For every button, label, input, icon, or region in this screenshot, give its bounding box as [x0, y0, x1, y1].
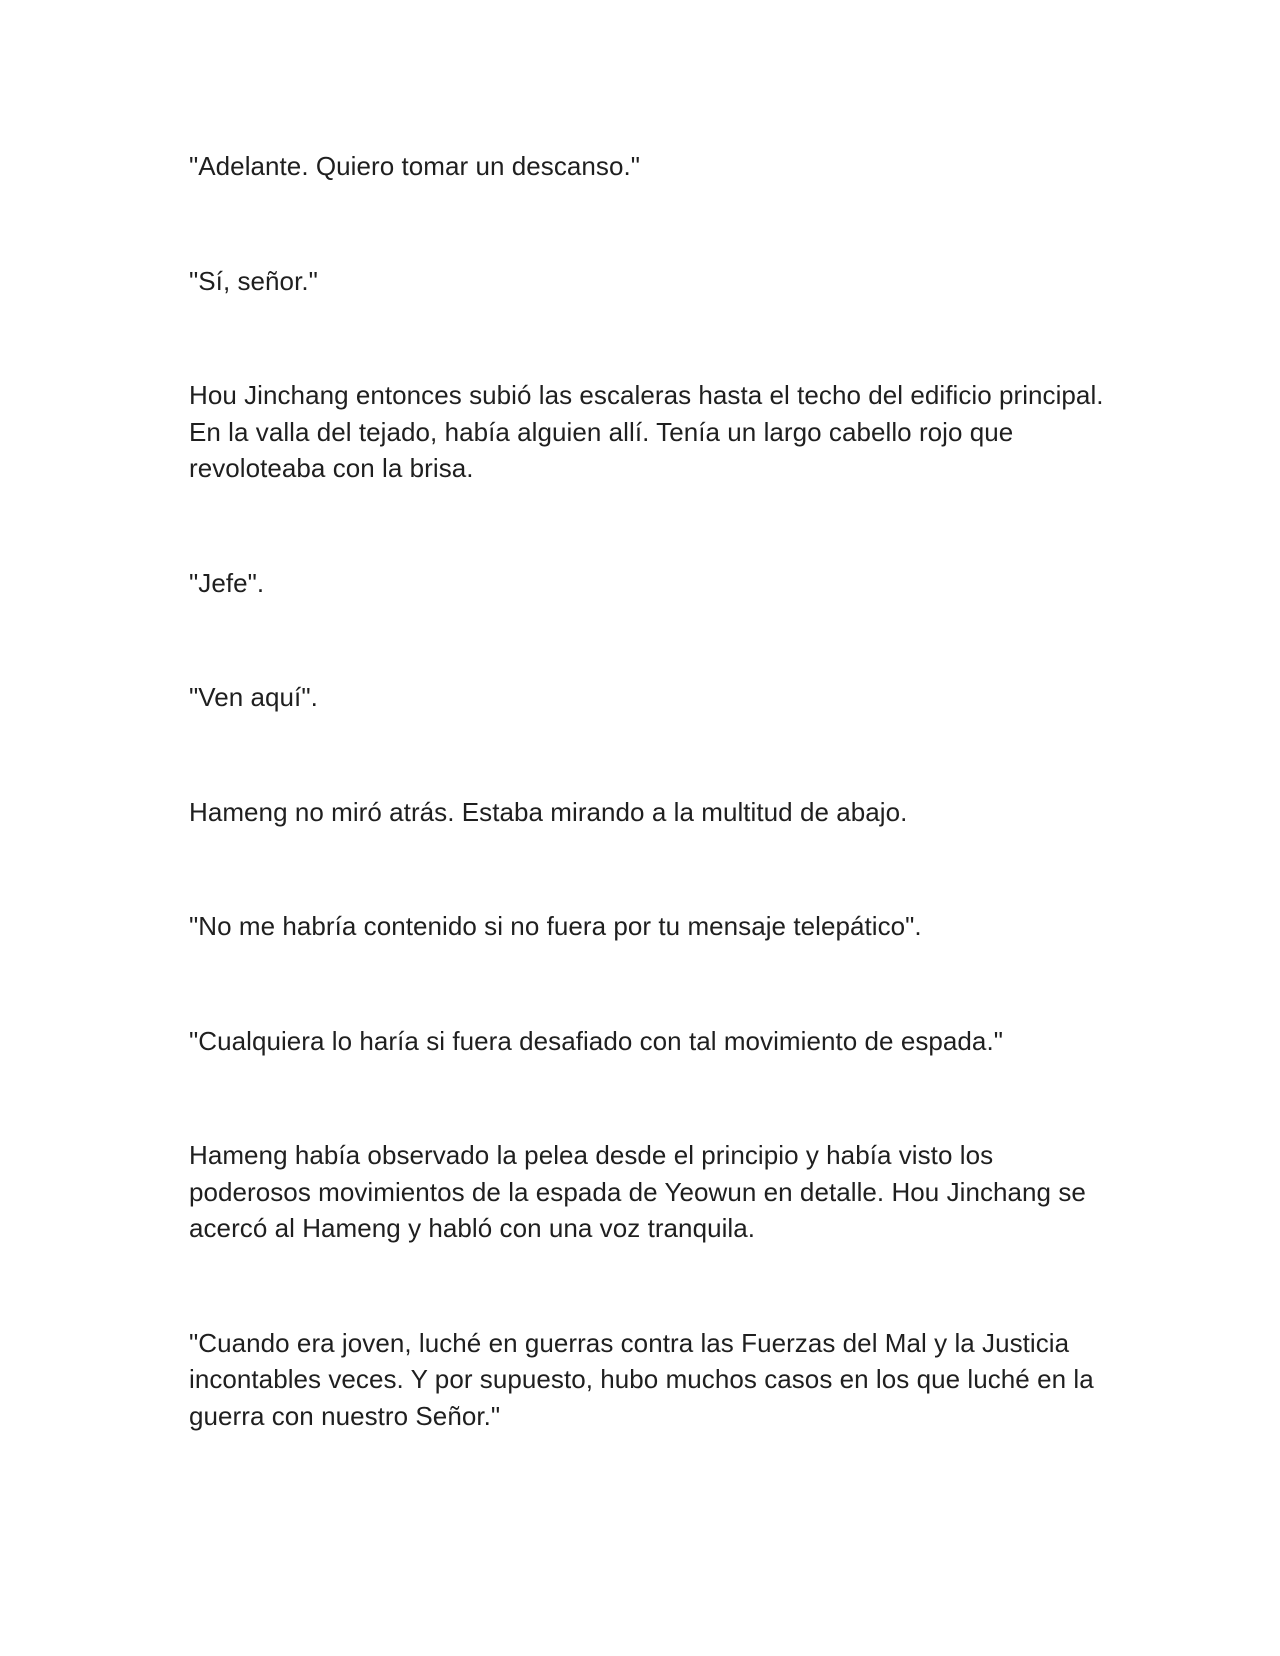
paragraph-2: "Sí, señor." — [189, 265, 318, 296]
paragraph-4: "Jefe". — [189, 567, 265, 598]
paragraph-1: "Adelante. Quiero tomar un descanso." — [189, 151, 641, 181]
paragraph-10: "Cuando era joven, luché en guerras contra las Fuerzas del Mal y la Justicia incontables veces. Y por supuesto, hubo muchos casos en los que luché en la guerra con nuestro Señor." — [189, 1327, 1094, 1431]
paragraph-6: Hameng no miró atrás. Estaba mirando a la multitud de abajo. — [189, 796, 908, 827]
paragraph-8: "Cualquiera lo haría si fuera desafiado con tal movimiento de espada." — [189, 1025, 1003, 1056]
paragraph-7: "No me habría contenido si no fuera por tu mensaje telepático". — [189, 911, 922, 941]
paragraph-3: Hou Jinchang entonces subió las escaleras hasta el techo del edificio principal. En la valla del tejado, había alguien allí. Tenía un largo cabello rojo que revoloteaba con la brisa. — [189, 380, 1104, 483]
paragraph-9: Hameng había observado la pelea desde el principio y había visto los poderosos movimientos de la espada de Yeowun en detalle. Hou Jinchang se acercó al Hameng y habló con una voz tranquila. — [189, 1140, 1086, 1243]
paragraph-5: "Ven aquí". — [189, 682, 318, 712]
document-page — [189, 148, 1109, 1512]
